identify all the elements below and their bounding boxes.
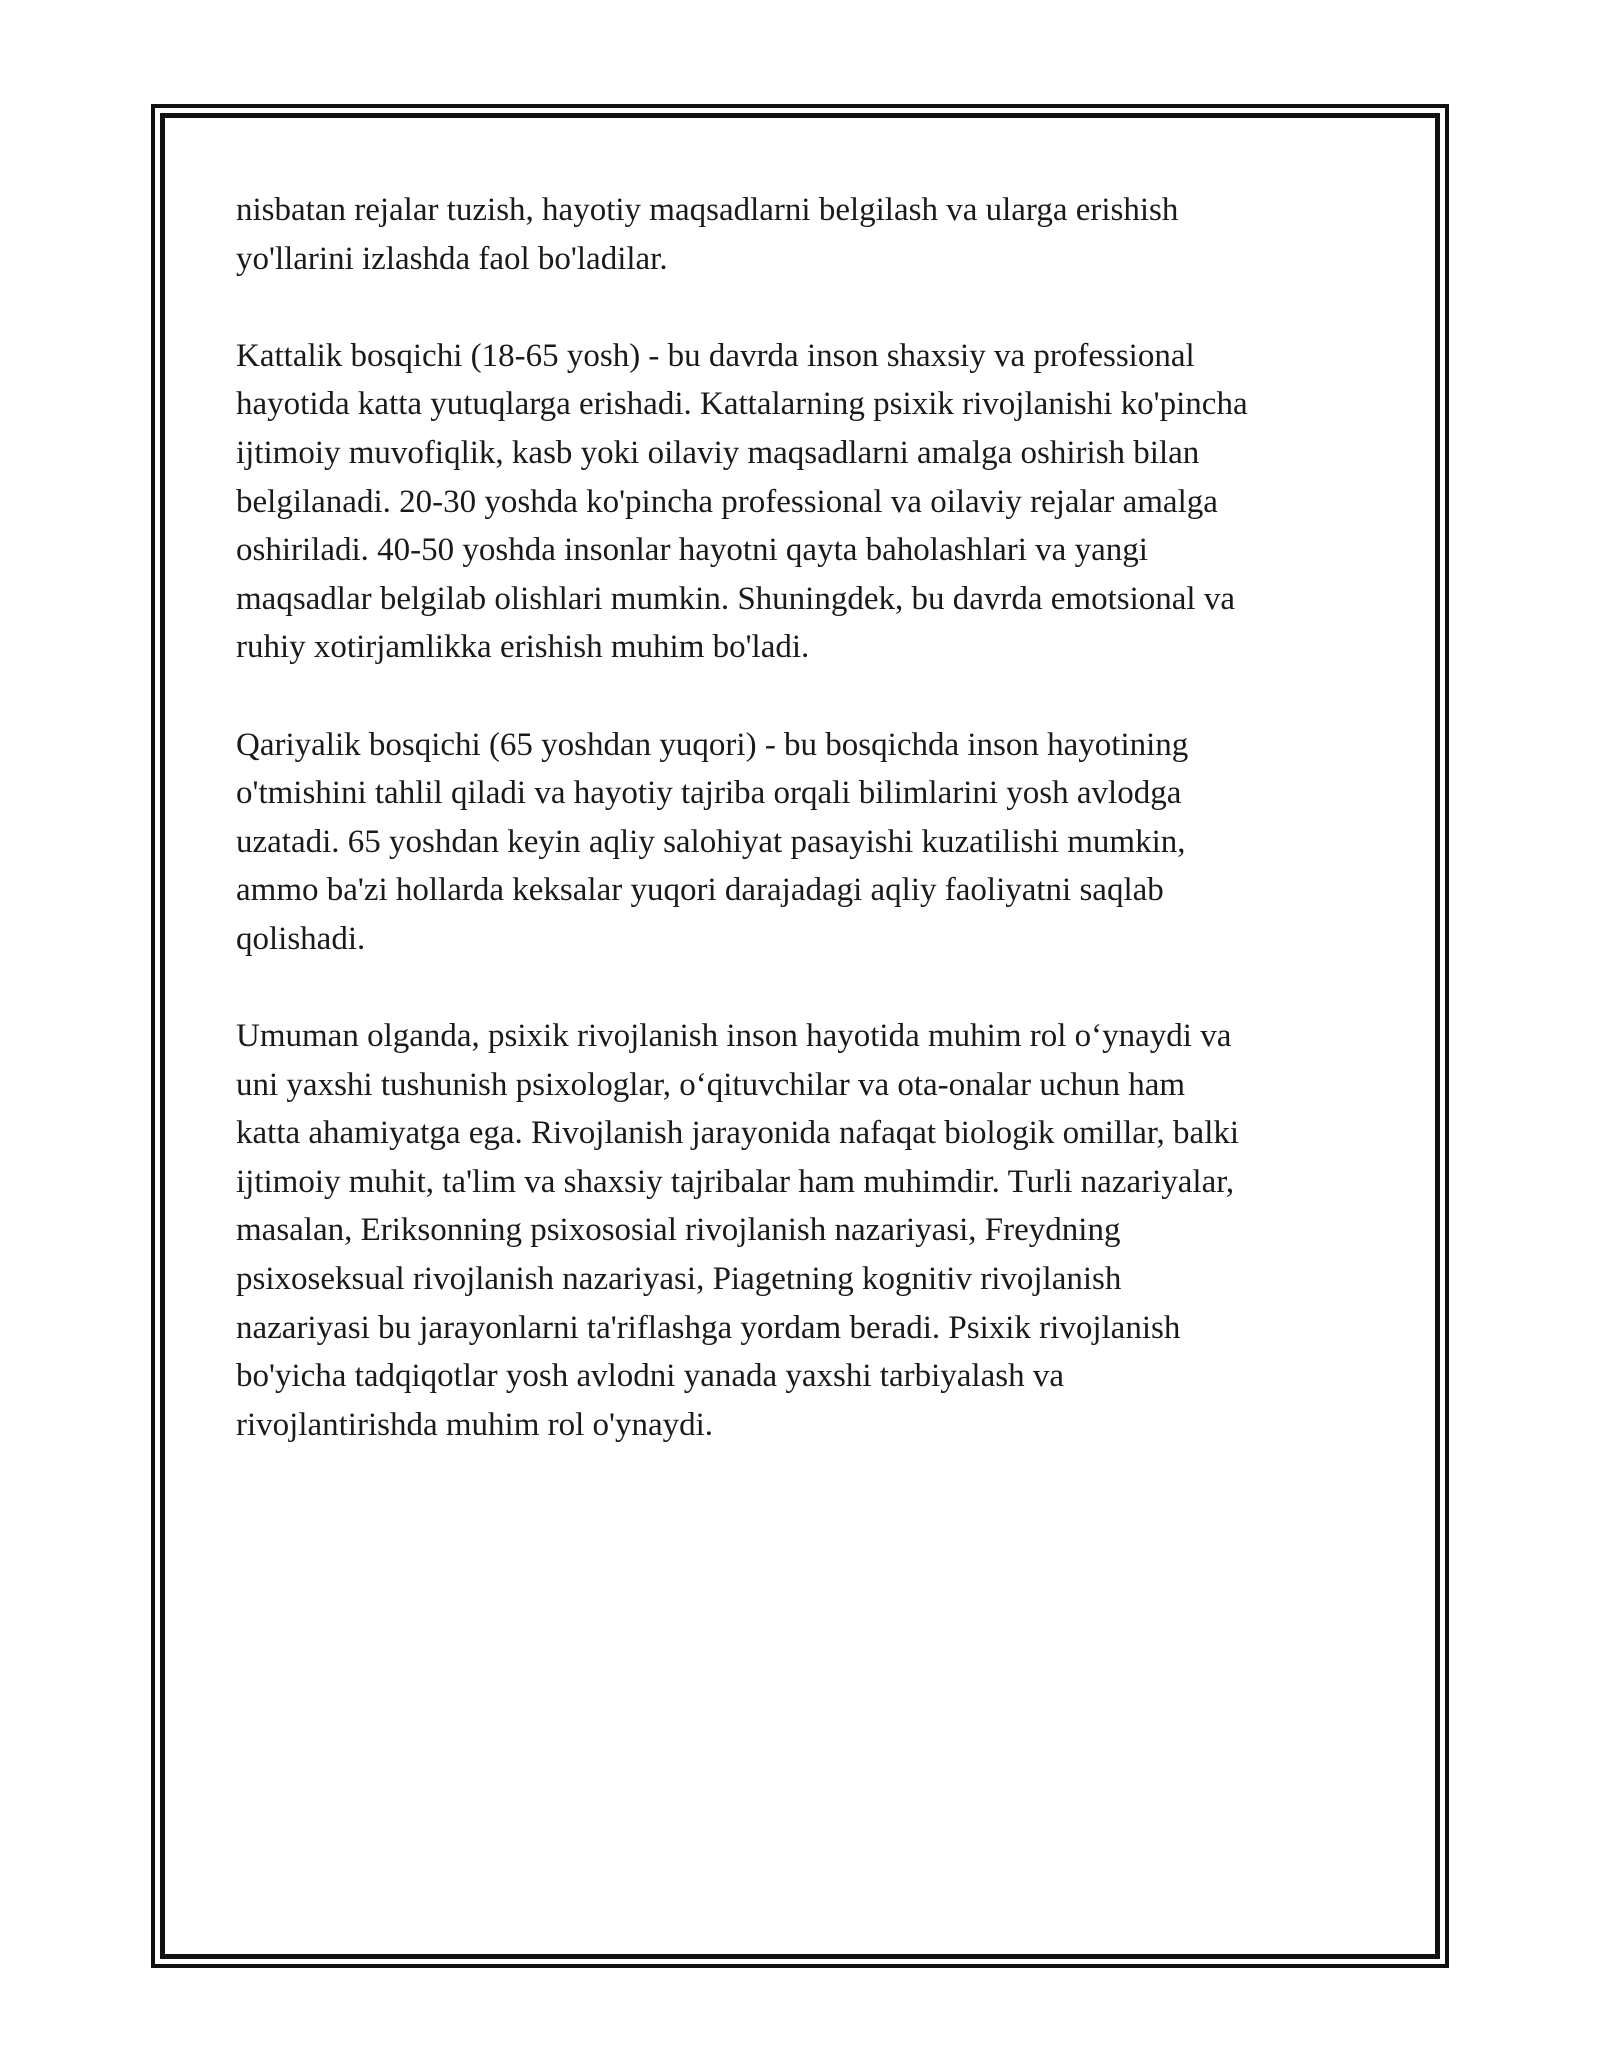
text-line: ammo ba'zi hollarda keksalar yuqori darajadagi aqliy faoliyatni saqlab: [236, 872, 1164, 909]
text-line: belgilanadi. 20-30 yoshda ko'pincha professional va oilaviy rejalar amalga: [236, 483, 1218, 520]
text-line: o'tmishini tahlil qiladi va hayotiy tajriba orqali bilimlarini yosh avlodga: [236, 775, 1182, 812]
text-line: nazariyasi bu jarayonlarni ta'riflashga yordam beradi. Psixik rivojlanish: [236, 1309, 1181, 1346]
text-line: psixoseksual rivojlanish nazariyasi, Piagetning kognitiv rivojlanish: [236, 1261, 1122, 1298]
paragraph-adulthood-stage: [236, 332, 1376, 672]
text-line: nisbatan rejalar tuzish, hayotiy maqsadlarni belgilash va ularga erishish: [236, 192, 1179, 228]
text-line: qolishadi.: [236, 920, 366, 957]
paragraph-old-age-stage: [236, 721, 1376, 964]
text-line: Umuman olganda, psixik rivojlanish inson hayotida muhim rol o‘ynaydi va: [236, 1018, 1232, 1055]
text-line: masalan, Eriksonning psixososial rivojlanish nazariyasi, Freydning: [236, 1212, 1121, 1249]
text-line: hayotida katta yutuqlarga erishadi. Kattalarning psixik rivojlanishi ko'pincha: [236, 386, 1248, 423]
text-line: katta ahamiyatga ega. Rivojlanish jarayonida nafaqat biologik omillar, balki: [236, 1115, 1240, 1152]
text-line: ijtimoiy muvofiqlik, kasb yoki oilaviy maqsadlarni amalga oshirish bilan: [236, 434, 1200, 471]
text-line: maqsadlar belgilab olishlari mumkin. Shuningdek, bu davrda emotsional va: [236, 580, 1235, 617]
text-line: bo'yicha tadqiqotlar yosh avlodni yanada yaxshi tarbiyalash va: [236, 1358, 1064, 1395]
document-body: [236, 186, 1376, 1498]
text-line: oshiriladi. 40-50 yoshda insonlar hayotni qayta baholashlari va yangi: [236, 532, 1148, 569]
text-line: yo'llarini izlashda faol bo'ladilar.: [236, 240, 668, 277]
text-line: ijtimoiy muhit, ta'lim va shaxsiy tajribalar ham muhimdir. Turli nazariyalar,: [236, 1163, 1235, 1200]
text-line: rivojlantirishda muhim rol o'ynaydi.: [236, 1406, 714, 1443]
paragraph-conclusion: [236, 1012, 1376, 1449]
text-line: Qariyalik bosqichi (65 yoshdan yuqori) - bu bosqichda inson hayotining: [236, 726, 1189, 763]
text-line: Kattalik bosqichi (18-65 yosh) - bu davrda inson shaxsiy va professional: [236, 337, 1195, 374]
text-line: ruhiy xotirjamlikka erishish muhim bo'ladi.: [236, 629, 810, 666]
text-line: uni yaxshi tushunish psixologlar, o‘qituvchilar va ota-onalar uchun ham: [236, 1066, 1186, 1103]
text-line: uzatadi. 65 yoshdan keyin aqliy salohiyat pasayishi kuzatilishi mumkin,: [236, 823, 1186, 860]
paragraph-intro-continuation: [236, 186, 1376, 283]
